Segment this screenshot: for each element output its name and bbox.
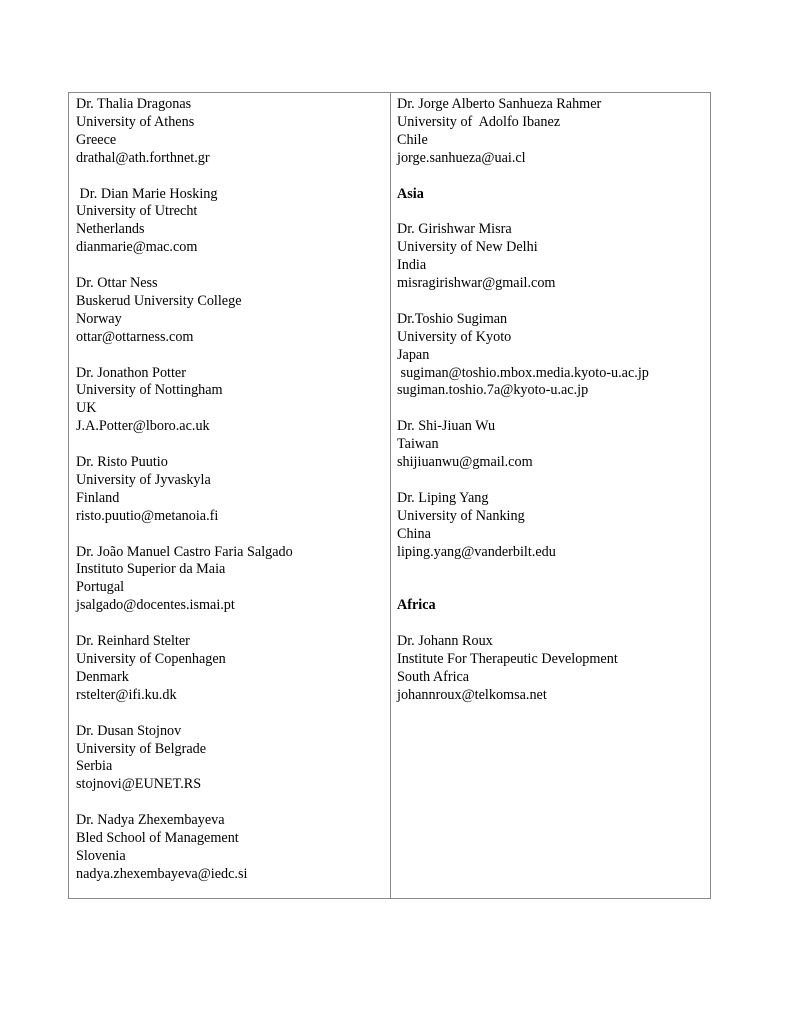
contact-email-secondary: sugiman.toshio.7a@kyoto-u.ac.jp [397,382,589,399]
contact-affiliation: University of Jyvaskyla [76,471,211,488]
contact-affiliation: University of Athens [76,113,195,130]
section-spacer [397,579,710,597]
contact-country: Serbia [76,758,113,775]
contact-email: stojnovi@EUNET.RS [76,776,202,793]
contact-affiliation: University of New Delhi [397,239,538,256]
contact-affiliation: University of Utrecht [76,203,198,220]
contact-email: risto.puutio@metanoia.fi [76,507,219,524]
contact-country: UK [76,400,97,417]
contact-affiliation: University of Kyoto [397,328,512,345]
contact-country: Norway [76,310,122,327]
contact-country: Denmark [76,668,129,685]
contact-name: Dr. Girishwar Misra [397,221,512,238]
contact-country: Chile [397,131,428,148]
contact-entry [397,490,710,562]
left-column [69,93,391,898]
contact-name: Dr. Ottar Ness [76,275,158,292]
contact-name: Dr. Dian Marie Hosking [76,185,218,202]
contact-country: India [397,257,427,274]
contact-affiliation: Instituto Superior da Maia [76,561,226,578]
contact-entry [76,723,390,795]
contact-affiliation: University of Adolfo Ibanez [397,113,561,130]
contact-email: ottar@ottarness.com [76,328,194,345]
contact-country: Slovenia [76,847,126,864]
contact-email: johannroux@telkomsa.net [397,686,547,703]
contact-email: nadya.zhexembayeva@iedc.si [76,865,248,882]
contact-country: Taiwan [397,436,439,453]
contact-entry [76,544,390,616]
contact-entry [397,633,710,705]
contact-name: Dr. Risto Puutio [76,454,168,471]
contact-name: Dr. Dusan Stojnov [76,722,182,739]
contact-affiliation: Institute For Therapeutic Development [397,650,618,667]
contact-name: Dr. Jorge Alberto Sanhueza Rahmer [397,96,602,112]
contact-name: Dr. Thalia Dragonas [76,96,192,112]
contact-name: Dr. Johann Roux [397,633,493,650]
contact-country: South Africa [397,668,470,685]
contact-country: China [397,525,431,542]
contact-entry [76,454,390,526]
contact-affiliation: University of Nottingham [76,382,223,399]
region-heading-asia: Asia [397,185,424,202]
contacts-table [68,92,711,899]
contact-name: Dr. Nadya Zhexembayeva [76,812,225,829]
contact-entry [397,418,710,472]
contact-email: sugiman@toshio.mbox.media.kyoto-u.ac.jp [397,364,649,381]
contact-entry [76,275,390,347]
contact-email: misragirishwar@gmail.com [397,275,556,292]
contact-email: rstelter@ifi.ku.dk [76,686,177,703]
contact-affiliation: Buskerud University College [76,292,242,309]
contact-name: Dr. Liping Yang [397,489,489,506]
contact-affiliation: University of Belgrade [76,740,207,757]
contact-email: jorge.sanhueza@uai.cl [397,149,526,166]
contact-country: Finland [76,489,120,506]
contact-entry [397,311,710,401]
contact-email: J.A.Potter@lboro.ac.uk [76,418,210,435]
contact-name: Dr. Jonathon Potter [76,364,186,381]
contact-country: Greece [76,131,117,148]
contact-email: liping.yang@vanderbilt.edu [397,543,556,560]
contact-entry [397,96,710,168]
contact-email: drathal@ath.forthnet.gr [76,149,210,166]
contact-name: Dr. João Manuel Castro Faria Salgado [76,543,293,560]
contact-entry [76,812,390,884]
contact-affiliation: University of Copenhagen [76,651,226,667]
contact-entry [76,365,390,437]
contact-country: Netherlands [76,221,145,238]
contact-name: Dr. Reinhard Stelter [76,633,190,650]
contact-country: Japan [397,346,430,363]
contact-email: dianmarie@mac.com [76,239,198,256]
right-column [391,93,710,898]
contact-name: Dr.Toshio Sugiman [397,310,508,327]
contact-entry [397,221,710,293]
contact-country: Portugal [76,579,125,596]
contact-affiliation: Bled School of Management [76,830,239,847]
contact-entry [76,633,390,705]
contact-email: shijiuanwu@gmail.com [397,454,533,471]
contact-entry [76,96,390,168]
region-heading-africa: Africa [397,597,436,614]
contact-entry [76,186,390,258]
contact-email: jsalgado@docentes.ismai.pt [76,597,235,614]
contact-affiliation: University of Nanking [397,507,525,524]
contact-name: Dr. Shi-Jiuan Wu [397,418,496,435]
